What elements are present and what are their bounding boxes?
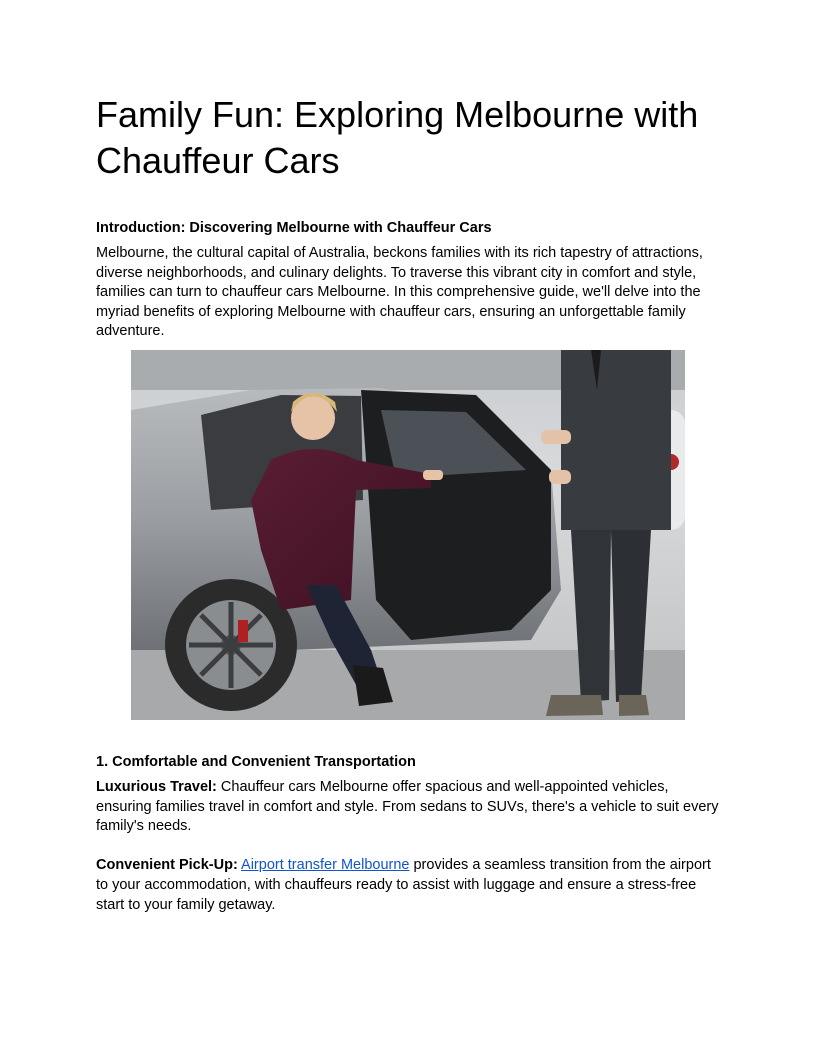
document-page: [96, 92, 724, 915]
luxurious-travel-paragraph: [96, 778, 724, 837]
intro-heading: Introduction: Discovering Melbourne with Chauffeur Cars: [96, 220, 492, 236]
convenient-pickup-paragraph: [96, 856, 724, 915]
convenient-pickup-text: provides a seamless transition from the airport to your accommodation, with chauffeurs ready to assist with luggage and ensure a stress-free start to your family getaway.: [96, 857, 711, 913]
chauffeur-car-photo: [131, 350, 685, 720]
luxurious-travel-label: Luxurious Travel:: [96, 778, 217, 795]
intro-paragraph: Melbourne, the cultural capital of Australia, beckons families with its rich tapestry of attractions, diverse neighborhoods, and culinary delights. To traverse this vibrant city in comfort and style, families can turn to chauffeur cars Melbourne. In this comprehensive guide, we'll delve into the myriad benefits of exploring Melbourne with chauffeur cars, ensuring an unforgettable family adventure.: [96, 245, 703, 340]
section1-heading: 1. Comfortable and Convenient Transportation: [96, 753, 416, 770]
convenient-pickup-label: Convenient Pick-Up:: [96, 857, 238, 874]
luxurious-travel-text: Chauffeur cars Melbourne offer spacious and well-appointed vehicles, ensuring families travel in comfort and style. From sedans to SUVs, there's a vehicle to suit every family's needs.: [96, 778, 719, 835]
page-title: Family Fun: Exploring Melbourne with Chauffeur Cars: [96, 94, 699, 181]
airport-transfer-link[interactable]: Airport transfer Melbourne: [241, 857, 410, 874]
